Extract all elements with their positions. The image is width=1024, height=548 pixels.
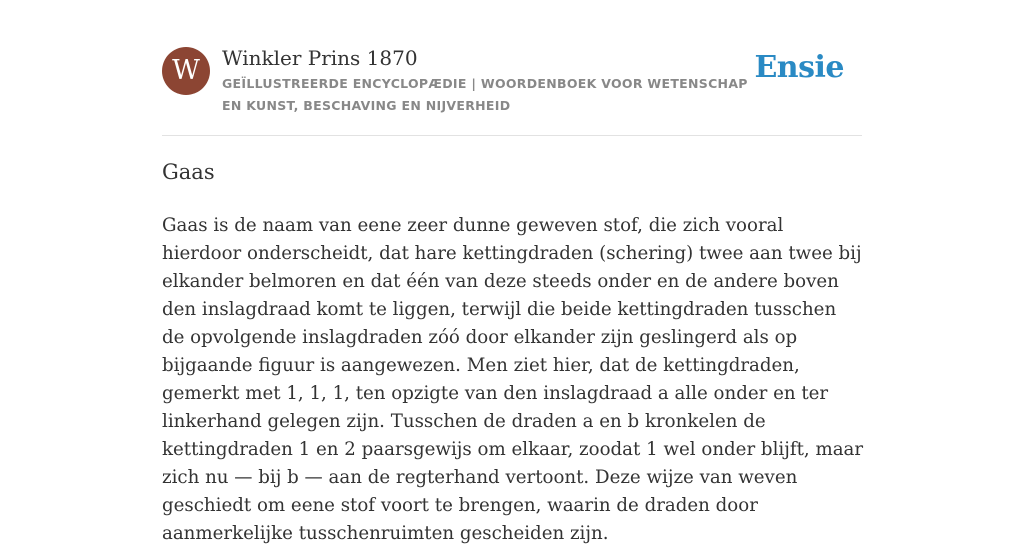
- entry-title: Gaas: [162, 160, 215, 184]
- ensie-logo[interactable]: Ensie: [754, 50, 844, 85]
- entry-body: Gaas is de naam van eene zeer dunne geweven stof, die zich vooral hierdoor onderscheidt, dat hare kettingdraden (schering) twee aan twee bij elkander belmoren en dat één van deze steeds onder en de andere boven den inslagdraad komt te liggen, terwijl die beide kettingdraden tusschen de opvolgende inslagdraden zóó door elkander zijn geslingerd als op bijgaande figuur is aangewezen. Men ziet hier, dat de kettingdraden, gemerkt met 1, 1, 1, ten opzigte van den inslagdraad a alle onder en ter linkerhand gelegen zijn. Tusschen de draden a en b kronkelen de kettingdraden 1 en 2 paarsgewijs om elkaar, zoodat 1 wel onder blijft, maar zich nu — bij b — aan de regterhand vertoont. Deze wijze van weven geschiedt om eene stof voort te brengen, waarin de draden door aanmerkelijke tusschenruimten gescheiden zijn.: [162, 215, 864, 544]
- source-subtitle: GEÏLLUSTREERDE ENCYCLOPÆDIE | WOORDENBOEK VOOR WETENSCHAP EN KUNST, BESCHAVING EN NIJVERHEID: [222, 76, 748, 113]
- source-title[interactable]: Winkler Prins 1870: [222, 46, 418, 70]
- source-header: [162, 46, 862, 116]
- header-divider: [162, 135, 862, 136]
- source-avatar[interactable]: W: [162, 47, 210, 95]
